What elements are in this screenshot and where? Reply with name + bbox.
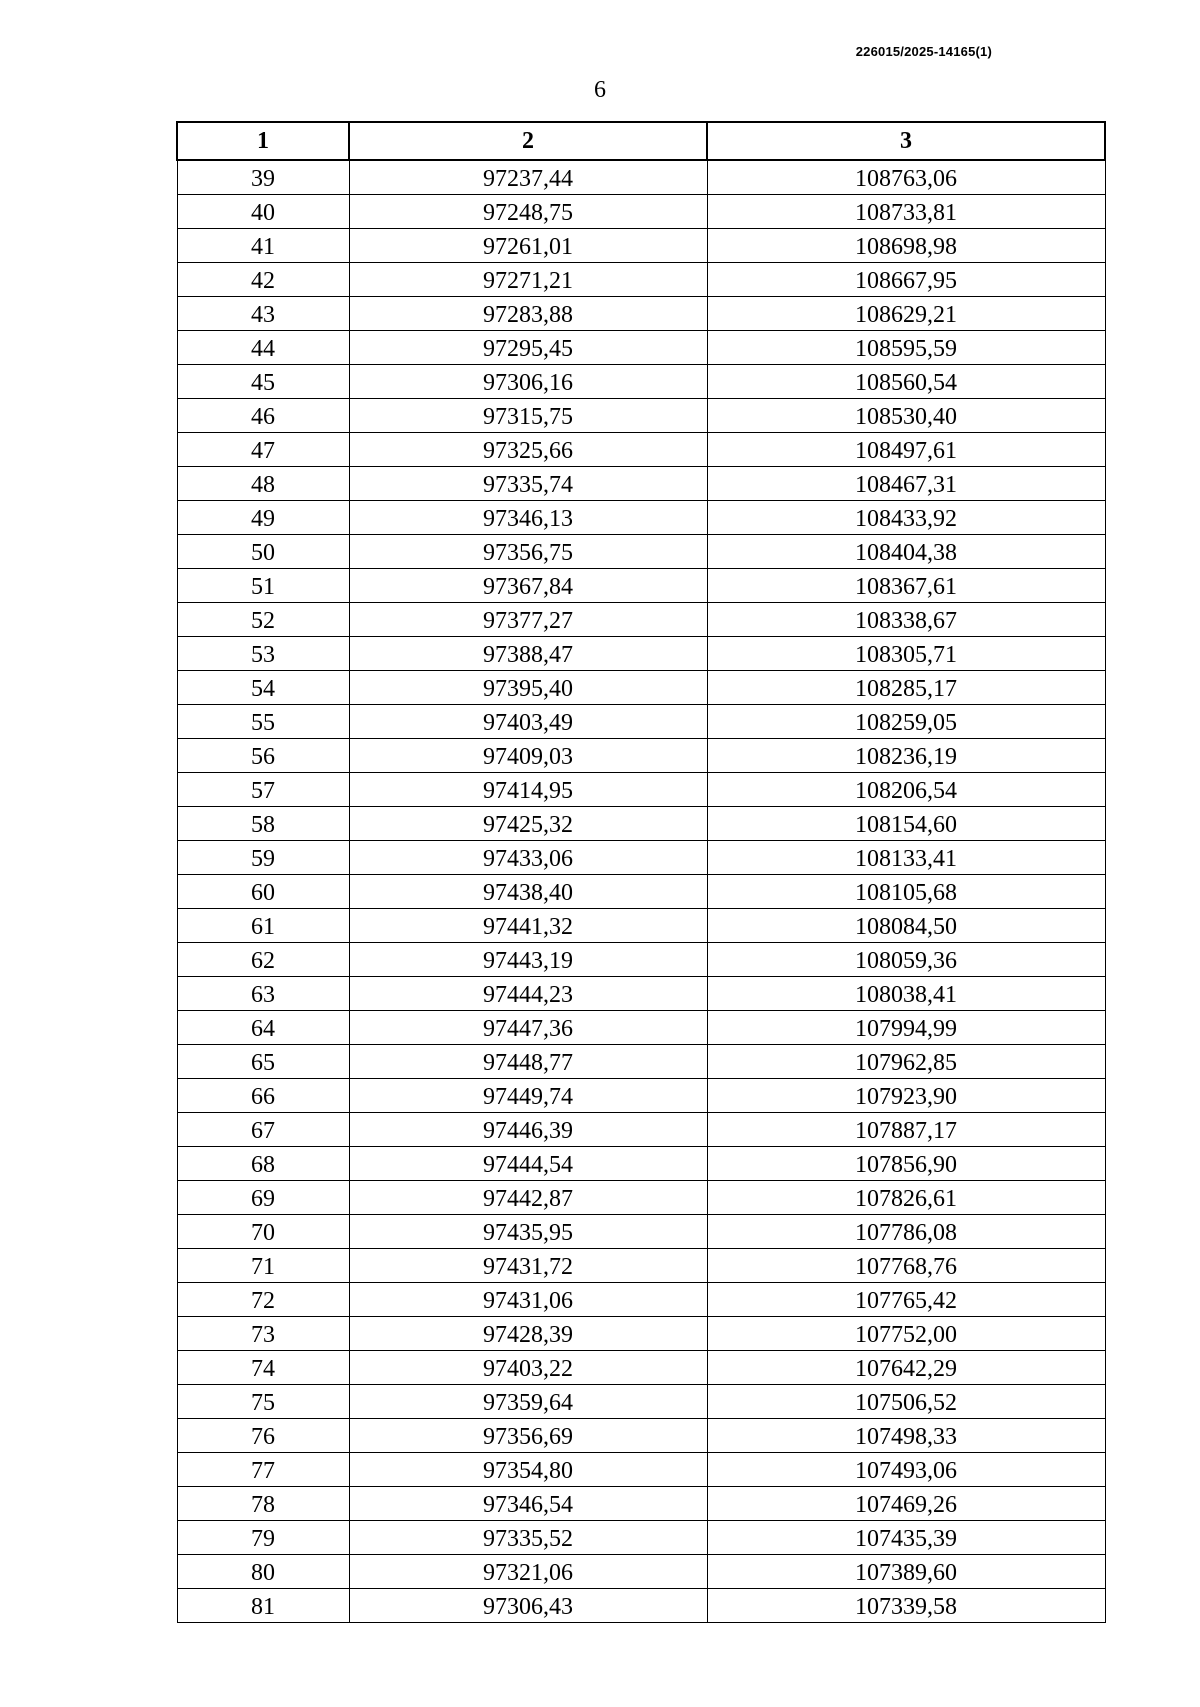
point-number-cell: 63 <box>177 977 349 1011</box>
table-row <box>177 263 1105 297</box>
x-coordinate-cell: 97335,74 <box>349 467 707 501</box>
point-number-cell: 75 <box>177 1385 349 1419</box>
table-row <box>177 1521 1105 1555</box>
point-number-cell: 65 <box>177 1045 349 1079</box>
y-coordinate-cell: 108285,17 <box>707 671 1105 705</box>
y-coordinate-cell: 108433,92 <box>707 501 1105 535</box>
point-number-cell: 41 <box>177 229 349 263</box>
x-coordinate-cell: 97449,74 <box>349 1079 707 1113</box>
point-number-cell: 70 <box>177 1215 349 1249</box>
point-number-cell: 72 <box>177 1283 349 1317</box>
table-body <box>177 160 1105 1623</box>
y-coordinate-cell: 107498,33 <box>707 1419 1105 1453</box>
y-coordinate-cell: 108560,54 <box>707 365 1105 399</box>
point-number-cell: 40 <box>177 195 349 229</box>
table-row <box>177 909 1105 943</box>
y-coordinate-cell: 107768,76 <box>707 1249 1105 1283</box>
point-number-cell: 52 <box>177 603 349 637</box>
x-coordinate-cell: 97448,77 <box>349 1045 707 1079</box>
table-row <box>177 1113 1105 1147</box>
x-coordinate-cell: 97346,13 <box>349 501 707 535</box>
x-coordinate-cell: 97271,21 <box>349 263 707 297</box>
point-number-cell: 45 <box>177 365 349 399</box>
x-coordinate-cell: 97306,16 <box>349 365 707 399</box>
x-coordinate-cell: 97431,06 <box>349 1283 707 1317</box>
x-coordinate-cell: 97335,52 <box>349 1521 707 1555</box>
x-coordinate-cell: 97443,19 <box>349 943 707 977</box>
y-coordinate-cell: 108338,67 <box>707 603 1105 637</box>
y-coordinate-cell: 108038,41 <box>707 977 1105 1011</box>
point-number-cell: 60 <box>177 875 349 909</box>
x-coordinate-cell: 97414,95 <box>349 773 707 807</box>
point-number-cell: 61 <box>177 909 349 943</box>
table-row <box>177 1079 1105 1113</box>
point-number-cell: 66 <box>177 1079 349 1113</box>
point-number-cell: 69 <box>177 1181 349 1215</box>
y-coordinate-cell: 108084,50 <box>707 909 1105 943</box>
x-coordinate-cell: 97442,87 <box>349 1181 707 1215</box>
table-row <box>177 875 1105 909</box>
y-coordinate-cell: 108105,68 <box>707 875 1105 909</box>
table-row <box>177 467 1105 501</box>
point-number-cell: 80 <box>177 1555 349 1589</box>
table-row <box>177 739 1105 773</box>
table-row <box>177 365 1105 399</box>
x-coordinate-cell: 97346,54 <box>349 1487 707 1521</box>
point-number-cell: 76 <box>177 1419 349 1453</box>
x-coordinate-cell: 97403,49 <box>349 705 707 739</box>
y-coordinate-cell: 108530,40 <box>707 399 1105 433</box>
x-coordinate-cell: 97359,64 <box>349 1385 707 1419</box>
y-coordinate-cell: 108236,19 <box>707 739 1105 773</box>
y-coordinate-cell: 108595,59 <box>707 331 1105 365</box>
point-number-cell: 59 <box>177 841 349 875</box>
table-row <box>177 1351 1105 1385</box>
table-row <box>177 671 1105 705</box>
table-row <box>177 807 1105 841</box>
x-coordinate-cell: 97315,75 <box>349 399 707 433</box>
y-coordinate-cell: 108467,31 <box>707 467 1105 501</box>
point-number-cell: 39 <box>177 160 349 195</box>
table-row <box>177 1045 1105 1079</box>
x-coordinate-cell: 97403,22 <box>349 1351 707 1385</box>
table-row <box>177 195 1105 229</box>
page-number: 6 <box>594 77 606 103</box>
y-coordinate-cell: 108698,98 <box>707 229 1105 263</box>
point-number-cell: 58 <box>177 807 349 841</box>
point-number-cell: 78 <box>177 1487 349 1521</box>
y-coordinate-cell: 107923,90 <box>707 1079 1105 1113</box>
table-row <box>177 1555 1105 1589</box>
point-number-cell: 64 <box>177 1011 349 1045</box>
point-number-cell: 68 <box>177 1147 349 1181</box>
y-coordinate-cell: 107752,00 <box>707 1317 1105 1351</box>
x-coordinate-cell: 97248,75 <box>349 195 707 229</box>
point-number-cell: 49 <box>177 501 349 535</box>
y-coordinate-cell: 107994,99 <box>707 1011 1105 1045</box>
point-number-cell: 48 <box>177 467 349 501</box>
x-coordinate-cell: 97441,32 <box>349 909 707 943</box>
table-header-row <box>177 122 1105 160</box>
y-coordinate-cell: 108305,71 <box>707 637 1105 671</box>
table-row <box>177 501 1105 535</box>
y-coordinate-cell: 107765,42 <box>707 1283 1105 1317</box>
y-coordinate-cell: 107389,60 <box>707 1555 1105 1589</box>
y-coordinate-cell: 108497,61 <box>707 433 1105 467</box>
y-coordinate-cell: 108667,95 <box>707 263 1105 297</box>
y-coordinate-cell: 107962,85 <box>707 1045 1105 1079</box>
y-coordinate-cell: 108404,38 <box>707 535 1105 569</box>
point-number-cell: 54 <box>177 671 349 705</box>
x-coordinate-cell: 97237,44 <box>349 160 707 195</box>
table-row <box>177 1283 1105 1317</box>
point-number-cell: 62 <box>177 943 349 977</box>
point-number-cell: 56 <box>177 739 349 773</box>
table-row <box>177 637 1105 671</box>
point-number-cell: 50 <box>177 535 349 569</box>
point-number-cell: 71 <box>177 1249 349 1283</box>
table-row <box>177 603 1105 637</box>
point-number-cell: 57 <box>177 773 349 807</box>
x-coordinate-cell: 97395,40 <box>349 671 707 705</box>
x-coordinate-cell: 97377,27 <box>349 603 707 637</box>
y-coordinate-cell: 108763,06 <box>707 160 1105 195</box>
table-row <box>177 943 1105 977</box>
point-number-cell: 74 <box>177 1351 349 1385</box>
y-coordinate-cell: 108059,36 <box>707 943 1105 977</box>
y-coordinate-cell: 107887,17 <box>707 1113 1105 1147</box>
x-coordinate-cell: 97325,66 <box>349 433 707 467</box>
y-coordinate-cell: 107826,61 <box>707 1181 1105 1215</box>
point-number-cell: 73 <box>177 1317 349 1351</box>
coordinates-table <box>176 121 1106 1623</box>
x-coordinate-cell: 97447,36 <box>349 1011 707 1045</box>
table-row <box>177 1317 1105 1351</box>
table-row <box>177 569 1105 603</box>
table-row <box>177 977 1105 1011</box>
x-coordinate-cell: 97295,45 <box>349 331 707 365</box>
table-row <box>177 1147 1105 1181</box>
x-coordinate-cell: 97388,47 <box>349 637 707 671</box>
x-coordinate-cell: 97283,88 <box>349 297 707 331</box>
point-number-cell: 81 <box>177 1589 349 1623</box>
column-header-3: 3 <box>707 122 1105 160</box>
y-coordinate-cell: 107786,08 <box>707 1215 1105 1249</box>
x-coordinate-cell: 97435,95 <box>349 1215 707 1249</box>
y-coordinate-cell: 107642,29 <box>707 1351 1105 1385</box>
column-header-1: 1 <box>177 122 349 160</box>
y-coordinate-cell: 108206,54 <box>707 773 1105 807</box>
point-number-cell: 51 <box>177 569 349 603</box>
point-number-cell: 43 <box>177 297 349 331</box>
point-number-cell: 53 <box>177 637 349 671</box>
y-coordinate-cell: 108259,05 <box>707 705 1105 739</box>
x-coordinate-cell: 97433,06 <box>349 841 707 875</box>
point-number-cell: 67 <box>177 1113 349 1147</box>
document-id: 226015/2025-14165(1) <box>855 44 992 59</box>
table-row <box>177 297 1105 331</box>
table-row <box>177 433 1105 467</box>
table-row <box>177 773 1105 807</box>
x-coordinate-cell: 97306,43 <box>349 1589 707 1623</box>
y-coordinate-cell: 107339,58 <box>707 1589 1105 1623</box>
y-coordinate-cell: 107493,06 <box>707 1453 1105 1487</box>
table-row <box>177 1385 1105 1419</box>
point-number-cell: 77 <box>177 1453 349 1487</box>
x-coordinate-cell: 97438,40 <box>349 875 707 909</box>
x-coordinate-cell: 97356,69 <box>349 1419 707 1453</box>
y-coordinate-cell: 107469,26 <box>707 1487 1105 1521</box>
table-row <box>177 399 1105 433</box>
x-coordinate-cell: 97431,72 <box>349 1249 707 1283</box>
y-coordinate-cell: 107506,52 <box>707 1385 1105 1419</box>
table-header <box>177 122 1105 160</box>
table-row <box>177 1453 1105 1487</box>
x-coordinate-cell: 97356,75 <box>349 535 707 569</box>
x-coordinate-cell: 97321,06 <box>349 1555 707 1589</box>
table-row <box>177 229 1105 263</box>
point-number-cell: 79 <box>177 1521 349 1555</box>
x-coordinate-cell: 97354,80 <box>349 1453 707 1487</box>
point-number-cell: 55 <box>177 705 349 739</box>
x-coordinate-cell: 97444,23 <box>349 977 707 1011</box>
table-row <box>177 160 1105 195</box>
table-row <box>177 841 1105 875</box>
table-row <box>177 1249 1105 1283</box>
x-coordinate-cell: 97409,03 <box>349 739 707 773</box>
table-row <box>177 1419 1105 1453</box>
y-coordinate-cell: 107435,39 <box>707 1521 1105 1555</box>
y-coordinate-cell: 108367,61 <box>707 569 1105 603</box>
table-row <box>177 705 1105 739</box>
table-row <box>177 1487 1105 1521</box>
table-row <box>177 535 1105 569</box>
point-number-cell: 42 <box>177 263 349 297</box>
x-coordinate-cell: 97425,32 <box>349 807 707 841</box>
table-row <box>177 1181 1105 1215</box>
y-coordinate-cell: 108629,21 <box>707 297 1105 331</box>
table-row <box>177 1215 1105 1249</box>
x-coordinate-cell: 97261,01 <box>349 229 707 263</box>
y-coordinate-cell: 107856,90 <box>707 1147 1105 1181</box>
y-coordinate-cell: 108733,81 <box>707 195 1105 229</box>
x-coordinate-cell: 97446,39 <box>349 1113 707 1147</box>
table-row <box>177 331 1105 365</box>
x-coordinate-cell: 97367,84 <box>349 569 707 603</box>
y-coordinate-cell: 108133,41 <box>707 841 1105 875</box>
y-coordinate-cell: 108154,60 <box>707 807 1105 841</box>
table-row <box>177 1011 1105 1045</box>
point-number-cell: 46 <box>177 399 349 433</box>
column-header-2: 2 <box>349 122 707 160</box>
x-coordinate-cell: 97428,39 <box>349 1317 707 1351</box>
point-number-cell: 44 <box>177 331 349 365</box>
point-number-cell: 47 <box>177 433 349 467</box>
x-coordinate-cell: 97444,54 <box>349 1147 707 1181</box>
table-row <box>177 1589 1105 1623</box>
